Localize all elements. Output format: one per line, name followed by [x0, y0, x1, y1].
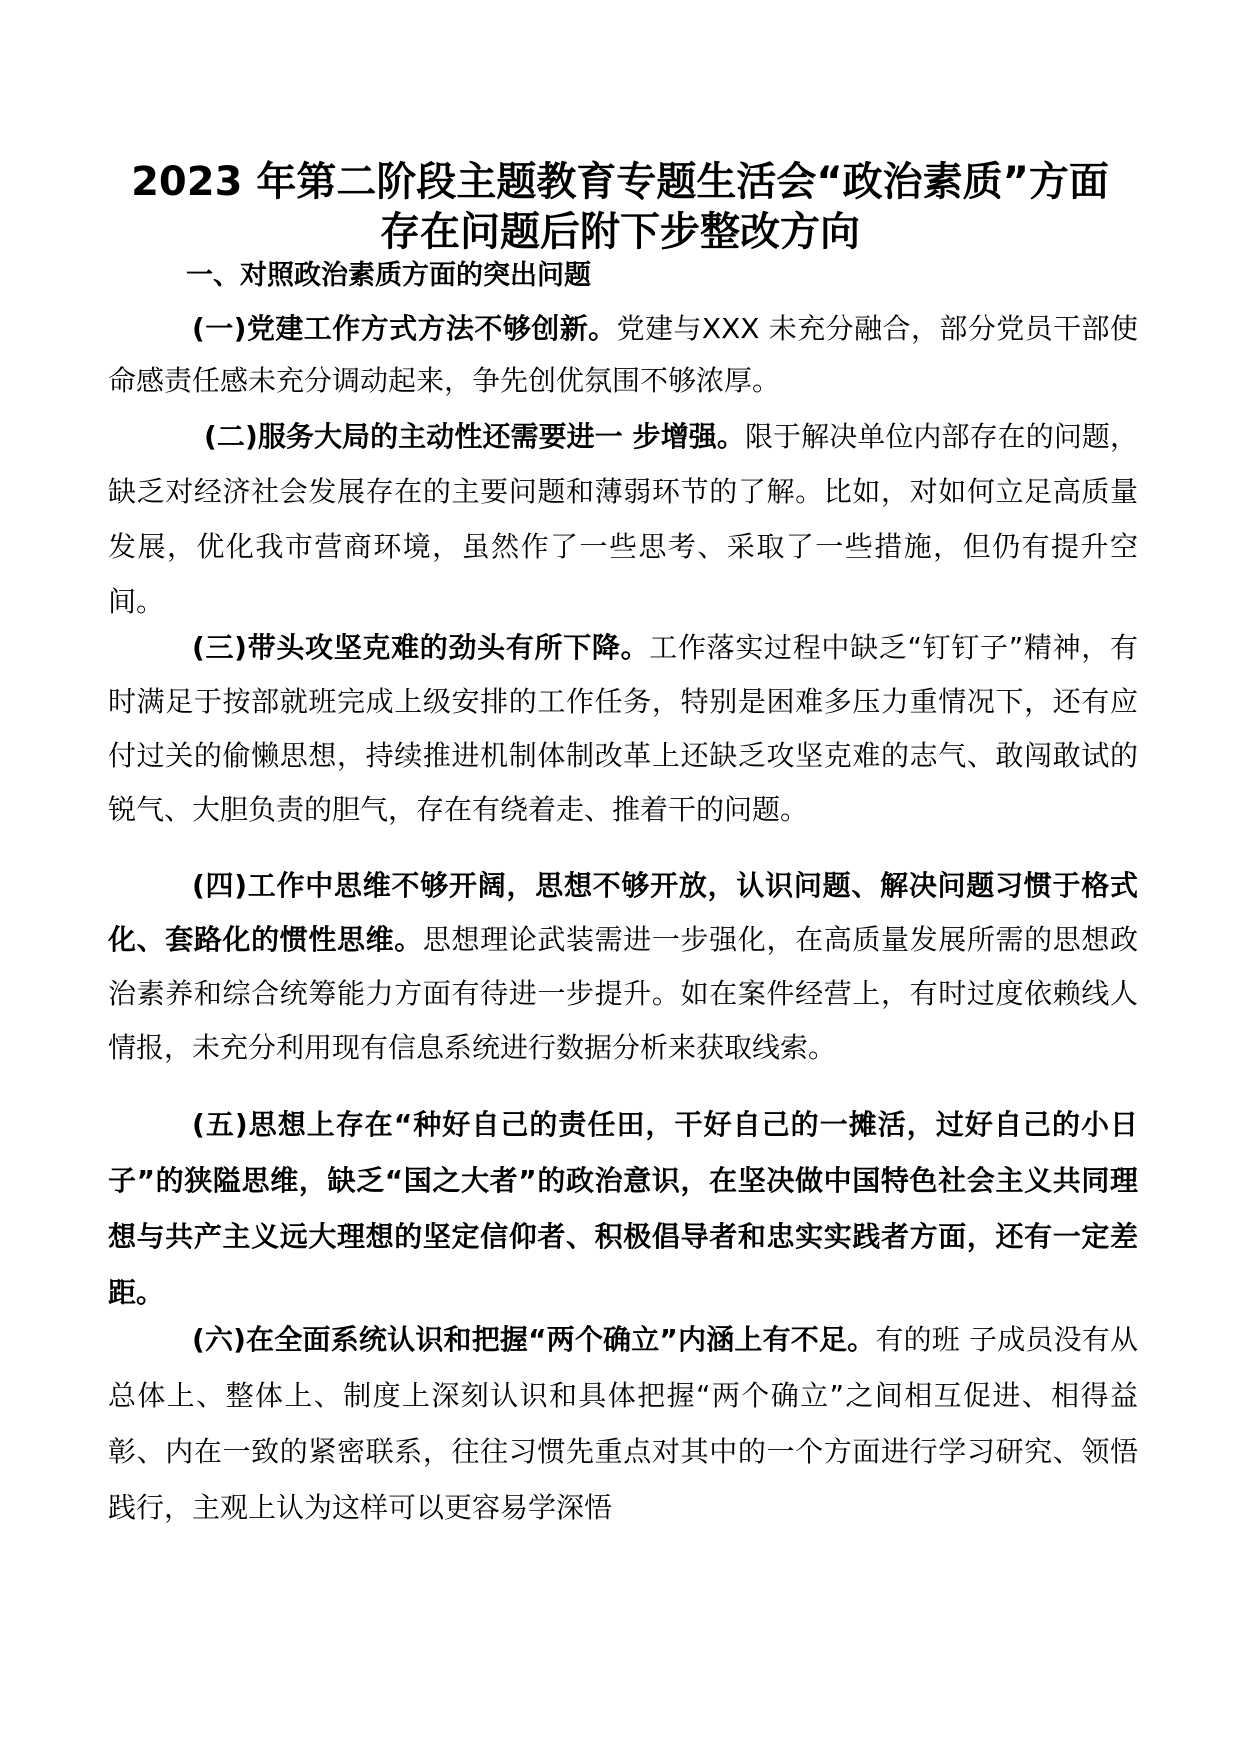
paragraph-6-heading: (六)在全面系统认识和把握“两个确立”内涵上有不足。 — [192, 1323, 876, 1356]
paragraph-2 — [108, 409, 1138, 629]
paragraph-2-body: 限于解决单位内部存在的问题，缺乏对经济社会发展存在的主要问题和薄弱环节的了解。比如，对如何立足高质量发展，优化我市营商环境，虽然作了一些思考、采取了一些措施，但仍有提升空间。 — [108, 420, 1138, 618]
paragraph-5-heading: (五)思想上存在“种好自己的责任田，干好自己的一摊活，过好自己的小日子”的狭隘思维，缺乏“国之大者”的政治意识，在坚决做中国特色社会主义共同理想与共产主义远大理想的坚定信仰者、积极倡导者和忠实实践者方面，还有一定差距。 — [108, 1108, 1138, 1309]
paragraph-2-heading: (二)服务大局的主动性还需要进一 步增强。 — [204, 420, 745, 453]
paragraph-4-body: 思想理论武装需进一步强化，在高质量发展所需的思想政治素养和综合统筹能力方面有待进一步提升。如在案件经营上，有时过度依赖线人情报，未充分利用现有信息系统进行数据分析来获取线索。 — [108, 923, 1138, 1064]
paragraph-3-heading: (三)带头攻坚克难的劲头有所下降。 — [192, 631, 650, 664]
paragraph-6-body: 有的班 子成员没有从总体上、整体上、制度上深刻认识和具体把握“两个确立”之间相互促进、相得益彰、内在一致的紧密联系，往往习惯先重点对其中的一个方面进行学习研究、领悟践行，主观上认为这样可以更容易学深悟 — [108, 1323, 1138, 1524]
document-title-line-2: 存在问题后附下步整改方向 — [380, 209, 860, 255]
paragraph-1-heading: (一)党建工作方式方法不够创新。 — [192, 312, 617, 345]
paragraph-3 — [108, 621, 1138, 837]
paragraph-4 — [108, 859, 1138, 1075]
paragraph-1 — [108, 303, 1138, 407]
document-title-line-1: 2023 年第二阶段主题教育专题生活会“政治素质”方面 — [131, 159, 1109, 205]
section-heading: 一、对照政治素质方面的突出问题 — [186, 260, 591, 291]
paragraph-5 — [108, 1097, 1138, 1321]
paragraph-3-body: 工作落实过程中缺乏“钉钉子”精神，有时满足于按部就班完成上级安排的工作任务，特别是困难多压力重情况下，还有应付过关的偷懒思想，持续推进机制体制改革上还缺乏攻坚克难的志气、敢闯敢试的锐气、大胆负责的胆气，存在有绕着走、推着干的问题。 — [108, 631, 1138, 826]
paragraph-1-body: 党建与XXX 未充分融合，部分党员干部使命感责任感未充分调动起来，争先创优氛围不够浓厚。 — [108, 312, 1138, 397]
paragraph-4-heading: (四)工作中思维不够开阔，思想不够开放，认识问题、解决问题习惯于格式化、套路化的惯性思维。 — [108, 869, 1138, 956]
paragraph-6 — [108, 1312, 1138, 1536]
